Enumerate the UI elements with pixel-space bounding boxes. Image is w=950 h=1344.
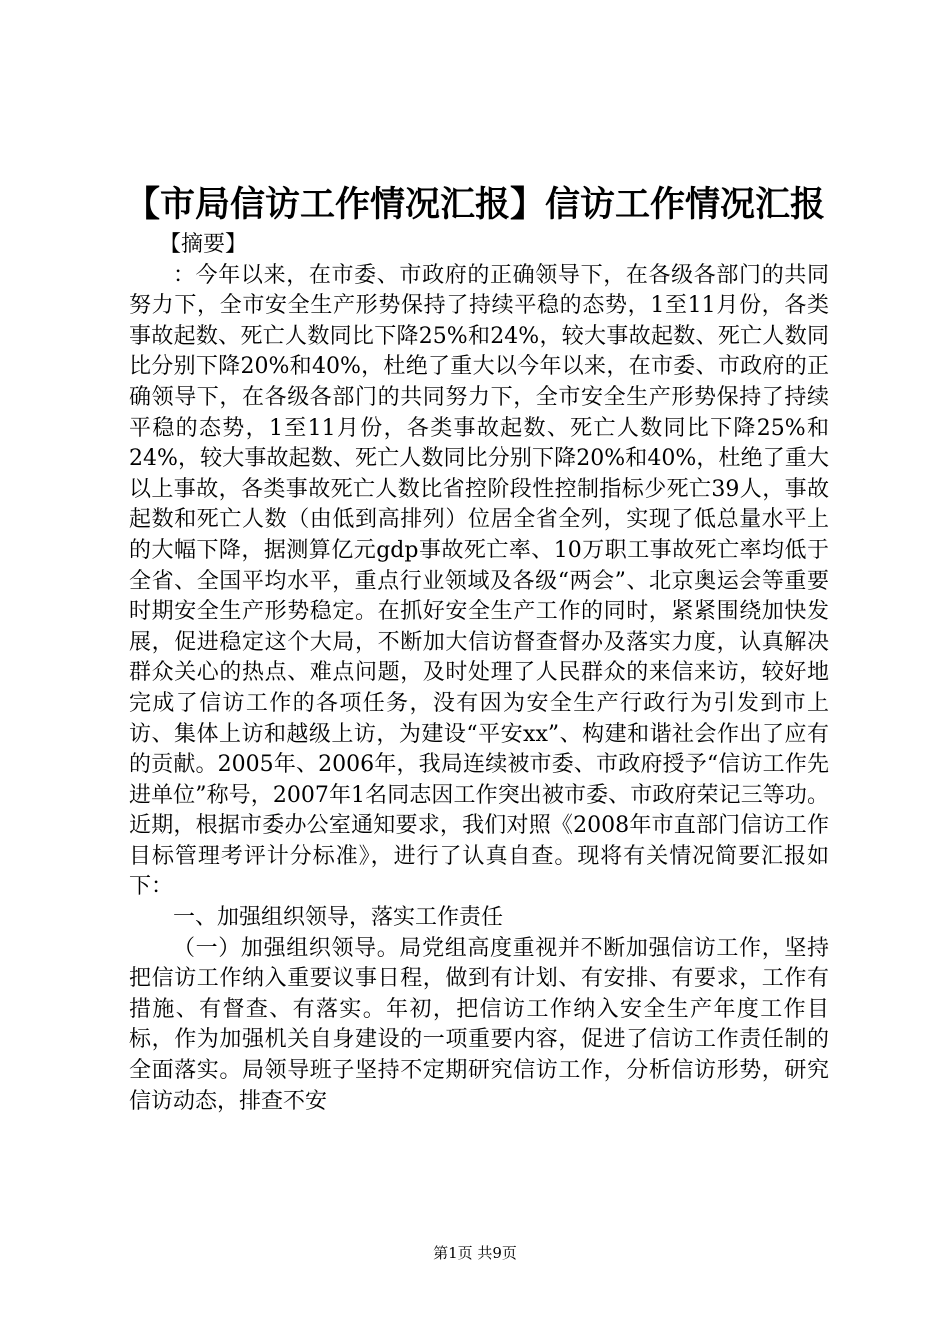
- paragraph-abstract-body: ：今年以来，在市委、市政府的正确领导下，在各级各部门的共同努力下，全市安全生产形势保持了持续平稳的态势，1至11月份，各类事故起数、死亡人数同比下降25%和24%，较大事故起数、死亡人数同比分别下降20%和40%，杜绝了重大以今年以来，在市委、市政府的正确领导下，在各级各部门的共同努力下，全市安全生产形势保持了持续平稳的态势，1至11月份，各类事故起数、死亡人数同比下降25%和24%，较大事故起数、死亡人数同比分别下降20%和40%，杜绝了重大以上事故，各类事故死亡人数比省控阶段性控制指标少死亡39人，事故起数和死亡人数（由低到高排列）位居全省全列，实现了低总量水平上的大幅下降，据测算亿元gdp事故死亡率、10万职工事故死亡率均低于全省、全国平均水平，重点行业领域及各级“两会”、北京奥运会等重要时期安全生产形势稳定。在抓好安全生产工作的同时，紧紧围绕加快发展，促进稳定这个大局，不断加大信访督查督办及落实力度，认真解决群众关心的热点、难点问题，及时处理了人民群众的来信来访，较好地完成了信访工作的各项任务，没有因为安全生产行政行为引发到市上访、集体上访和越级上访，为建设“平安xx”、构建和谐社会作出了应有的贡献。2005年、2006年，我局连续被市委、市政府授予“信访工作先进单位”称号，2007年1名同志因工作突出被市委、市政府荣记三等功。近期，根据市委办公室通知要求，我们对照《2008年市直部门信访工作目标管理考评计分标准》，进行了认真自查。现将有关情况简要汇报如下：: [129, 262, 829, 900]
- document-body: [129, 230, 829, 1117]
- document-title: 【市局信访工作情况汇报】信访工作情况汇报: [124, 185, 825, 225]
- paragraph-section-1-1: （一）加强组织领导。局党组高度重视并不断加强信访工作，坚持把信访工作纳入重要议事日程，做到有计划、有安排、有要求，工作有措施、有督查、有落实。年初，把信访工作纳入安全生产年度工作目标，作为加强机关自身建设的一项重要内容，促进了信访工作责任制的全面落实。局领导班子坚持不定期研究信访工作，分析信访形势，研究信访动态，排查不安: [129, 935, 829, 1114]
- page-footer: 第1页 共9页: [433, 1244, 517, 1262]
- section-heading-1: 一、加强组织领导，落实工作责任: [173, 905, 504, 931]
- abstract-label: 【摘要】: [159, 232, 248, 257]
